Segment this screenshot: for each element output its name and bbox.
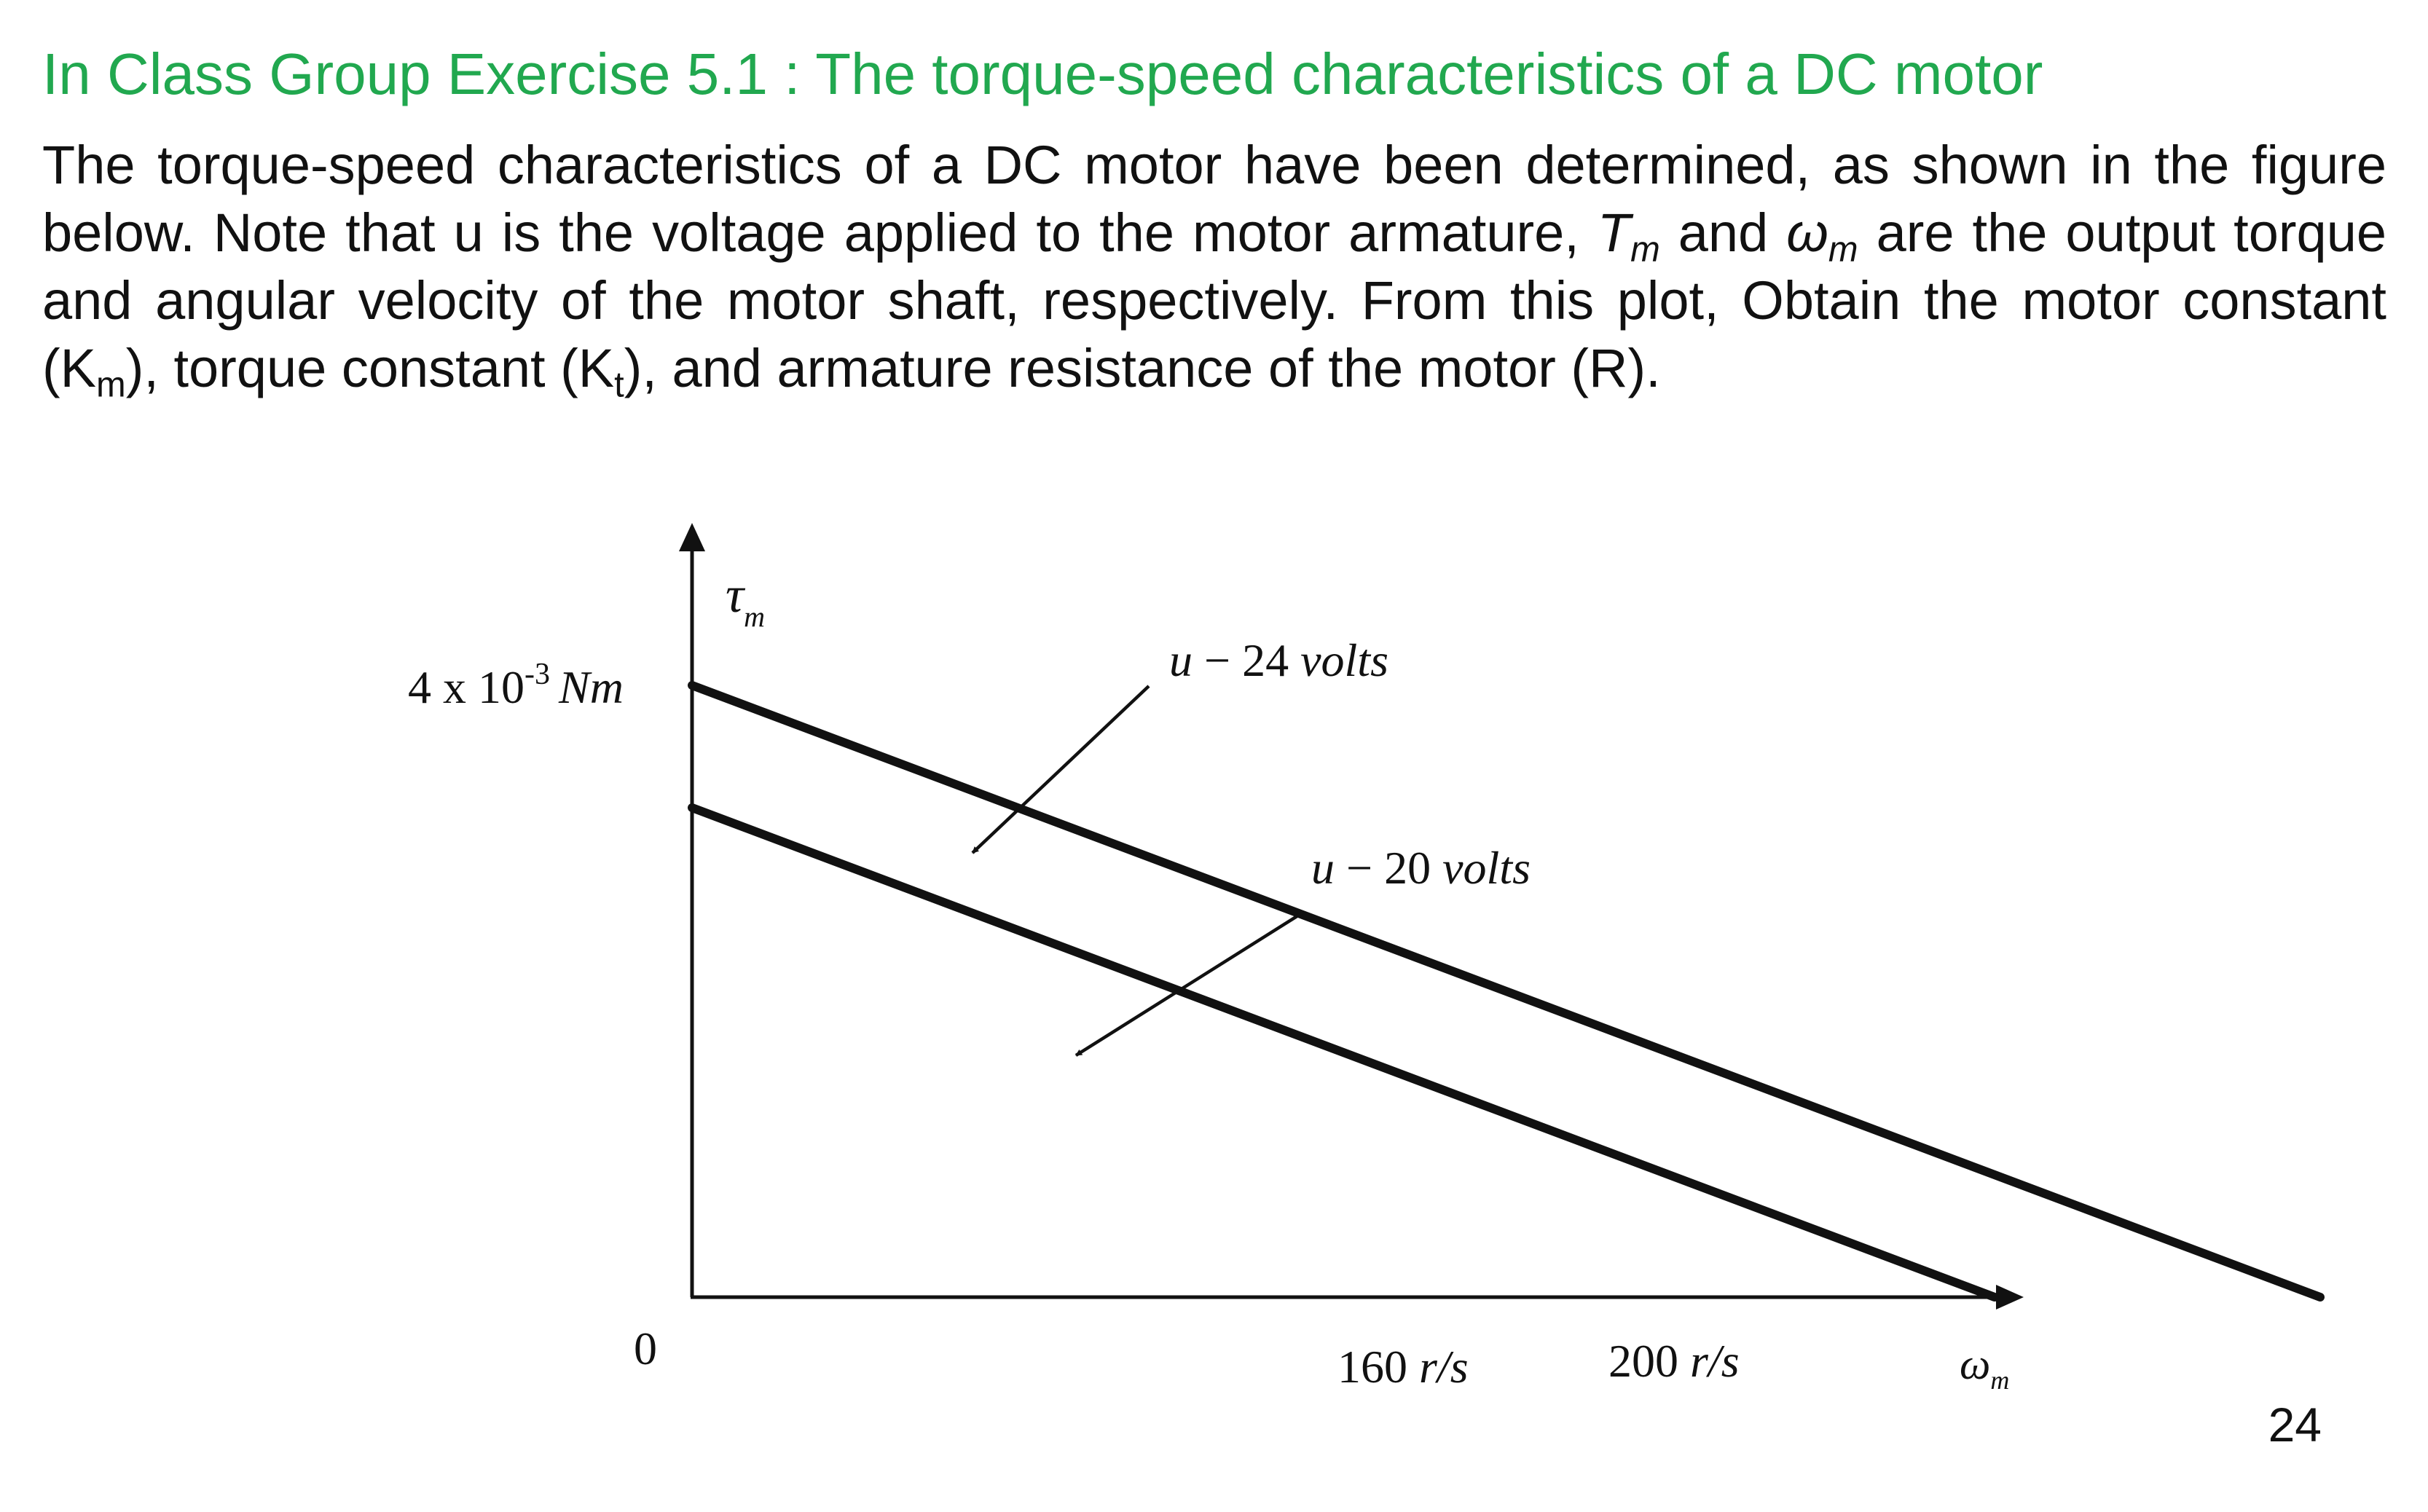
series-label-20-volts: u − 20 volts — [1311, 842, 1531, 894]
statement-part-1: The torque-speed characteristics of a DC motor have been determined, as shown in the figure below. Note that u is the voltage applied to the motor armature, — [42, 135, 2386, 263]
origin-label: 0 — [634, 1323, 657, 1374]
y-tick-label-max-torque: 4 x $10^{-3}$ Nm — [408, 658, 624, 713]
motor-constant-subscript: m — [96, 365, 126, 405]
statement-part-2: and — [1659, 202, 1787, 263]
series-line-24-volts — [692, 685, 2320, 1297]
statement-part-4: ), torque constant (K — [125, 338, 615, 398]
x-axis-label: $\omega_m$ — [1960, 1340, 2010, 1395]
x-tick-label-200: 200 r/s — [1608, 1335, 1740, 1387]
y-axis-label: $\tau_m$ — [726, 567, 765, 633]
slide-title: In Class Group Exercise 5.1 : The torque-speed characteristics of a DC motor — [42, 42, 2043, 106]
page-number: 24 — [2268, 1398, 2322, 1452]
angular-velocity-symbol: $\omega_m$ — [1786, 202, 1858, 269]
series-label-24-volts: u − 24 volts — [1169, 634, 1388, 686]
y-axis-arrowhead — [679, 523, 705, 551]
x-axis-arrowhead — [1996, 1285, 2024, 1310]
x-tick-label-160: 160 r/s — [1337, 1341, 1469, 1393]
statement-part-3: are the output torque and angular velocity of the motor shaft, respectively. From this plot, Obtain the motor constant (K — [42, 202, 2387, 398]
torque-constant-subscript: t — [614, 365, 624, 405]
statement-part-5: ), and armature resistance of the motor (R). — [624, 338, 1661, 398]
torque-symbol: $T_m$ — [1597, 202, 1660, 269]
callout-arrow-20-volts — [1076, 912, 1304, 1055]
